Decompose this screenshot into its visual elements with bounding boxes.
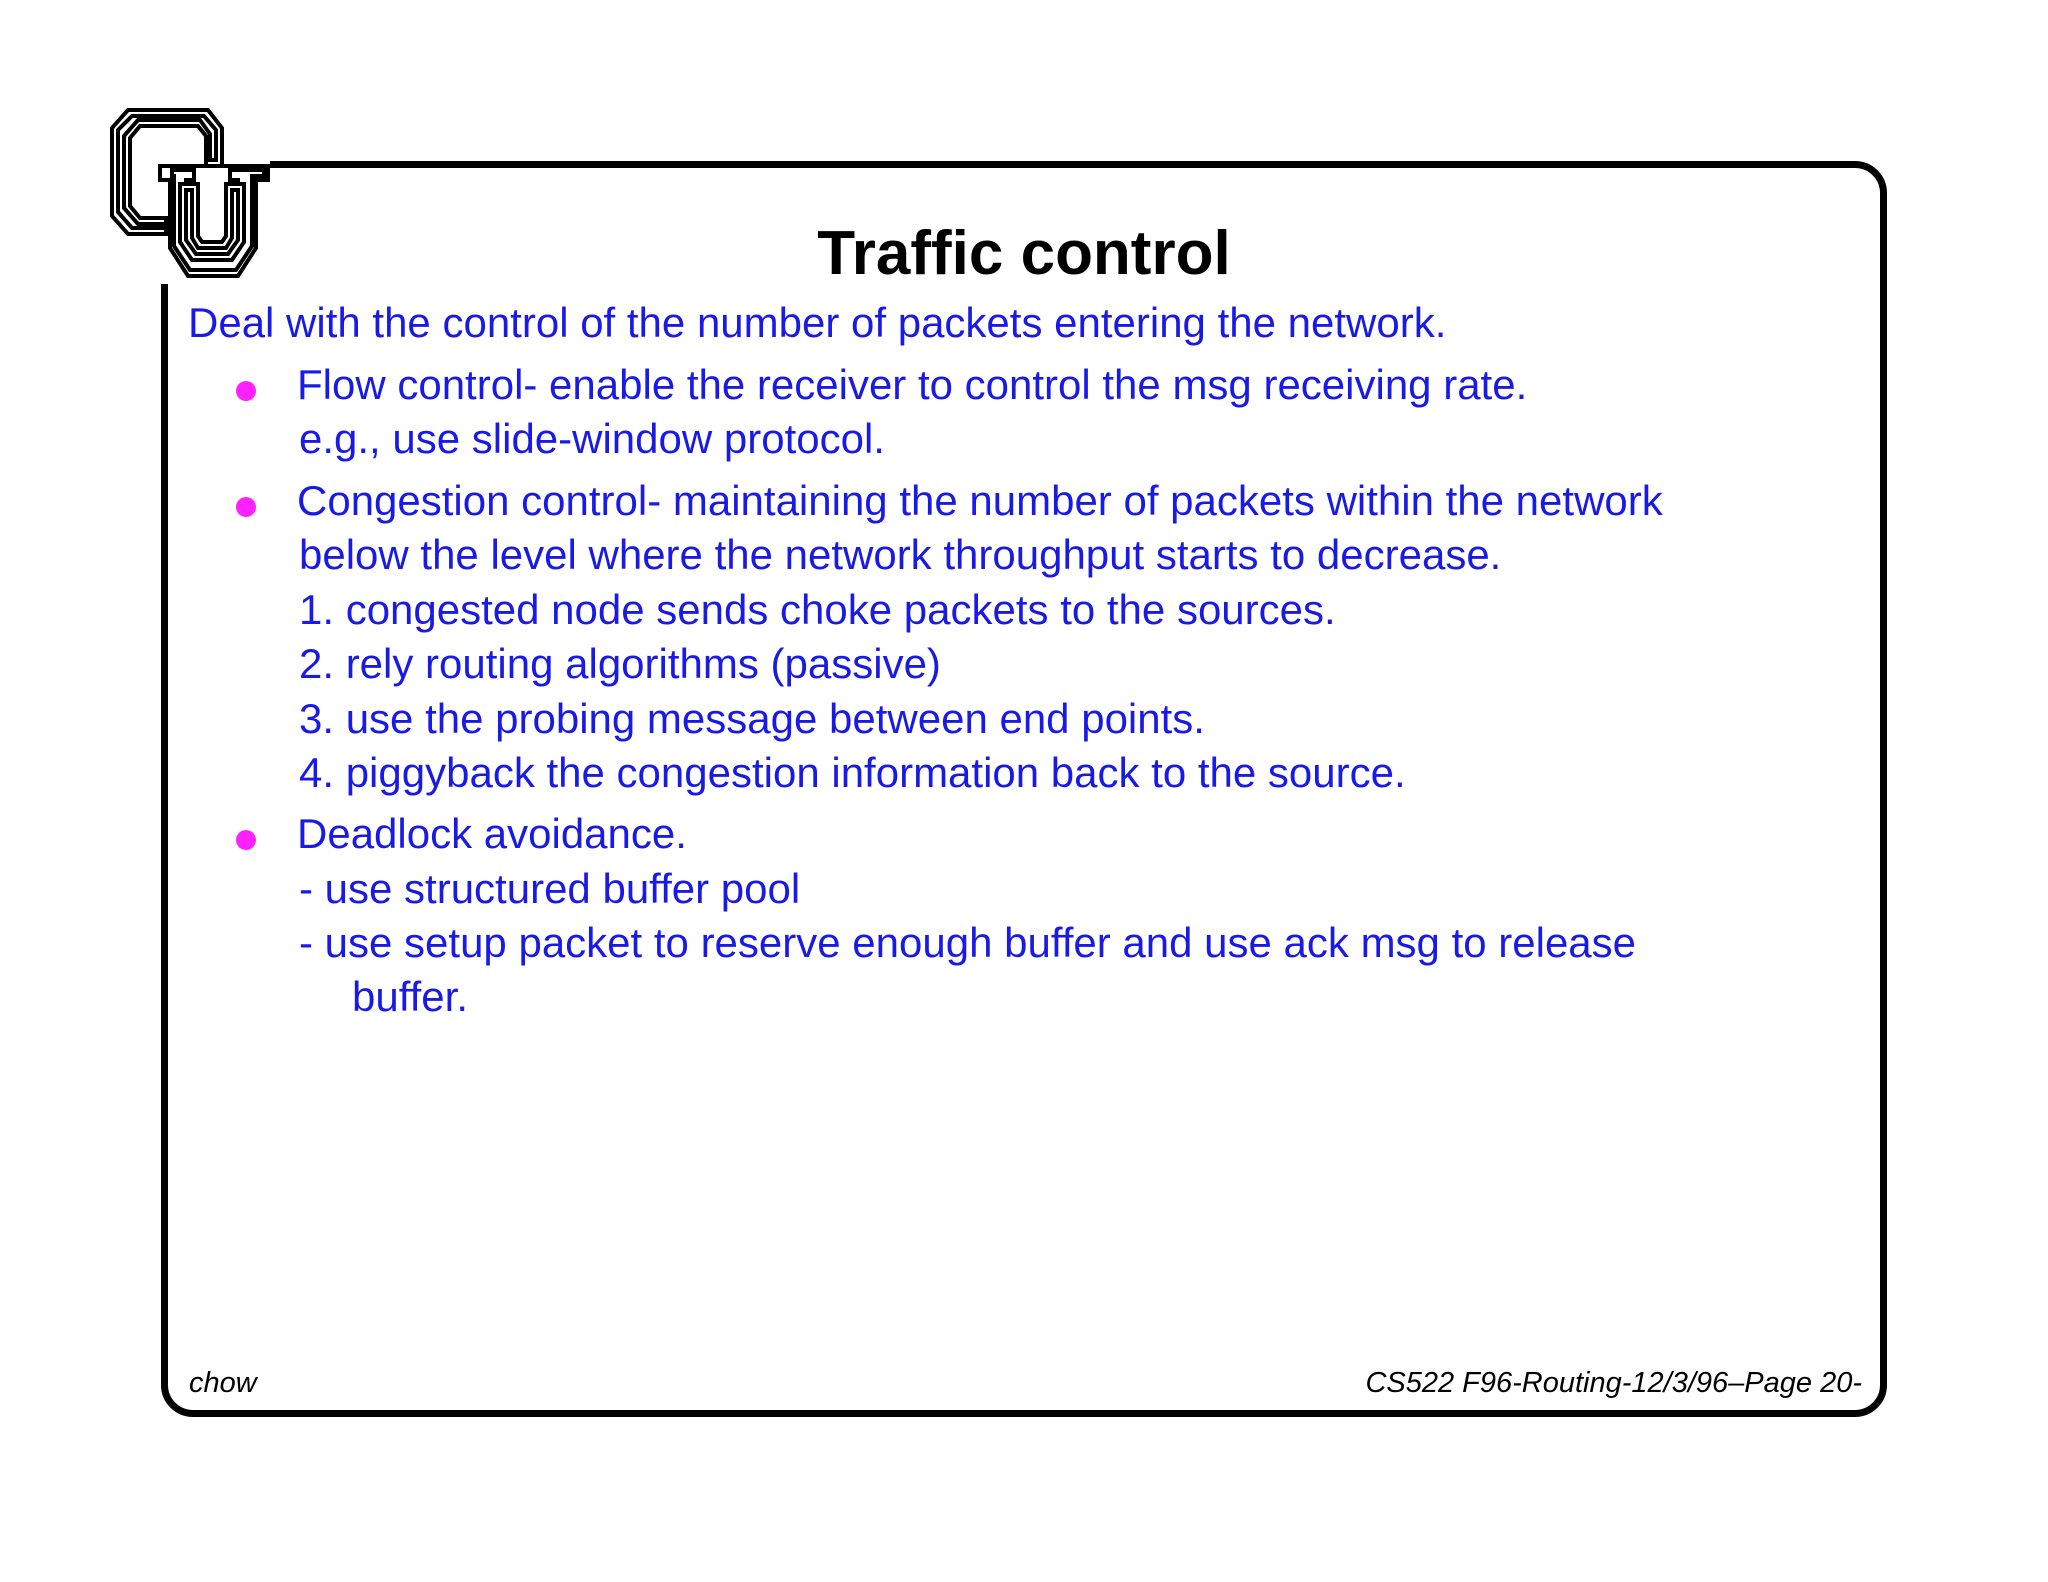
bullet-3-line-4: buffer. [352, 973, 468, 1020]
bullet-dot-icon [236, 381, 256, 401]
bullet-2-line-2: below the level where the network throughput starts to decrease. [299, 531, 1502, 578]
slide-title: Traffic control [817, 219, 1231, 288]
bullet-2-line-6: 4. piggyback the congestion information back to the source. [299, 749, 1406, 796]
bullet-dot-icon [236, 497, 256, 517]
bullet-3-line-3: - use setup packet to reserve enough buffer and use ack msg to release [299, 919, 1637, 966]
bullet-1-line-1: Flow control- enable the receiver to control the msg receiving rate. [297, 361, 1528, 408]
bullet-1-line-2: e.g., use slide-window protocol. [299, 415, 885, 462]
bullet-2-line-3: 1. congested node sends choke packets to the sources. [299, 586, 1336, 633]
bullet-3-line-2: - use structured buffer pool [299, 865, 801, 912]
bullet-3-line-1: Deadlock avoidance. [297, 810, 687, 857]
footer-author: chow [189, 1367, 257, 1399]
bullet-2-line-4: 2. rely routing algorithms (passive) [299, 640, 941, 687]
bullet-2-line-1: Congestion control- maintaining the number of packets within the network [297, 477, 1663, 524]
bullet-2-line-5: 3. use the probing message between end points. [299, 695, 1205, 742]
bullet-dot-icon [236, 830, 256, 850]
intro-text: Deal with the control of the number of packets entering the network. [188, 299, 1447, 346]
footer-page-info: CS522 F96-Routing-12/3/96–Page 20- [1365, 1367, 1862, 1399]
